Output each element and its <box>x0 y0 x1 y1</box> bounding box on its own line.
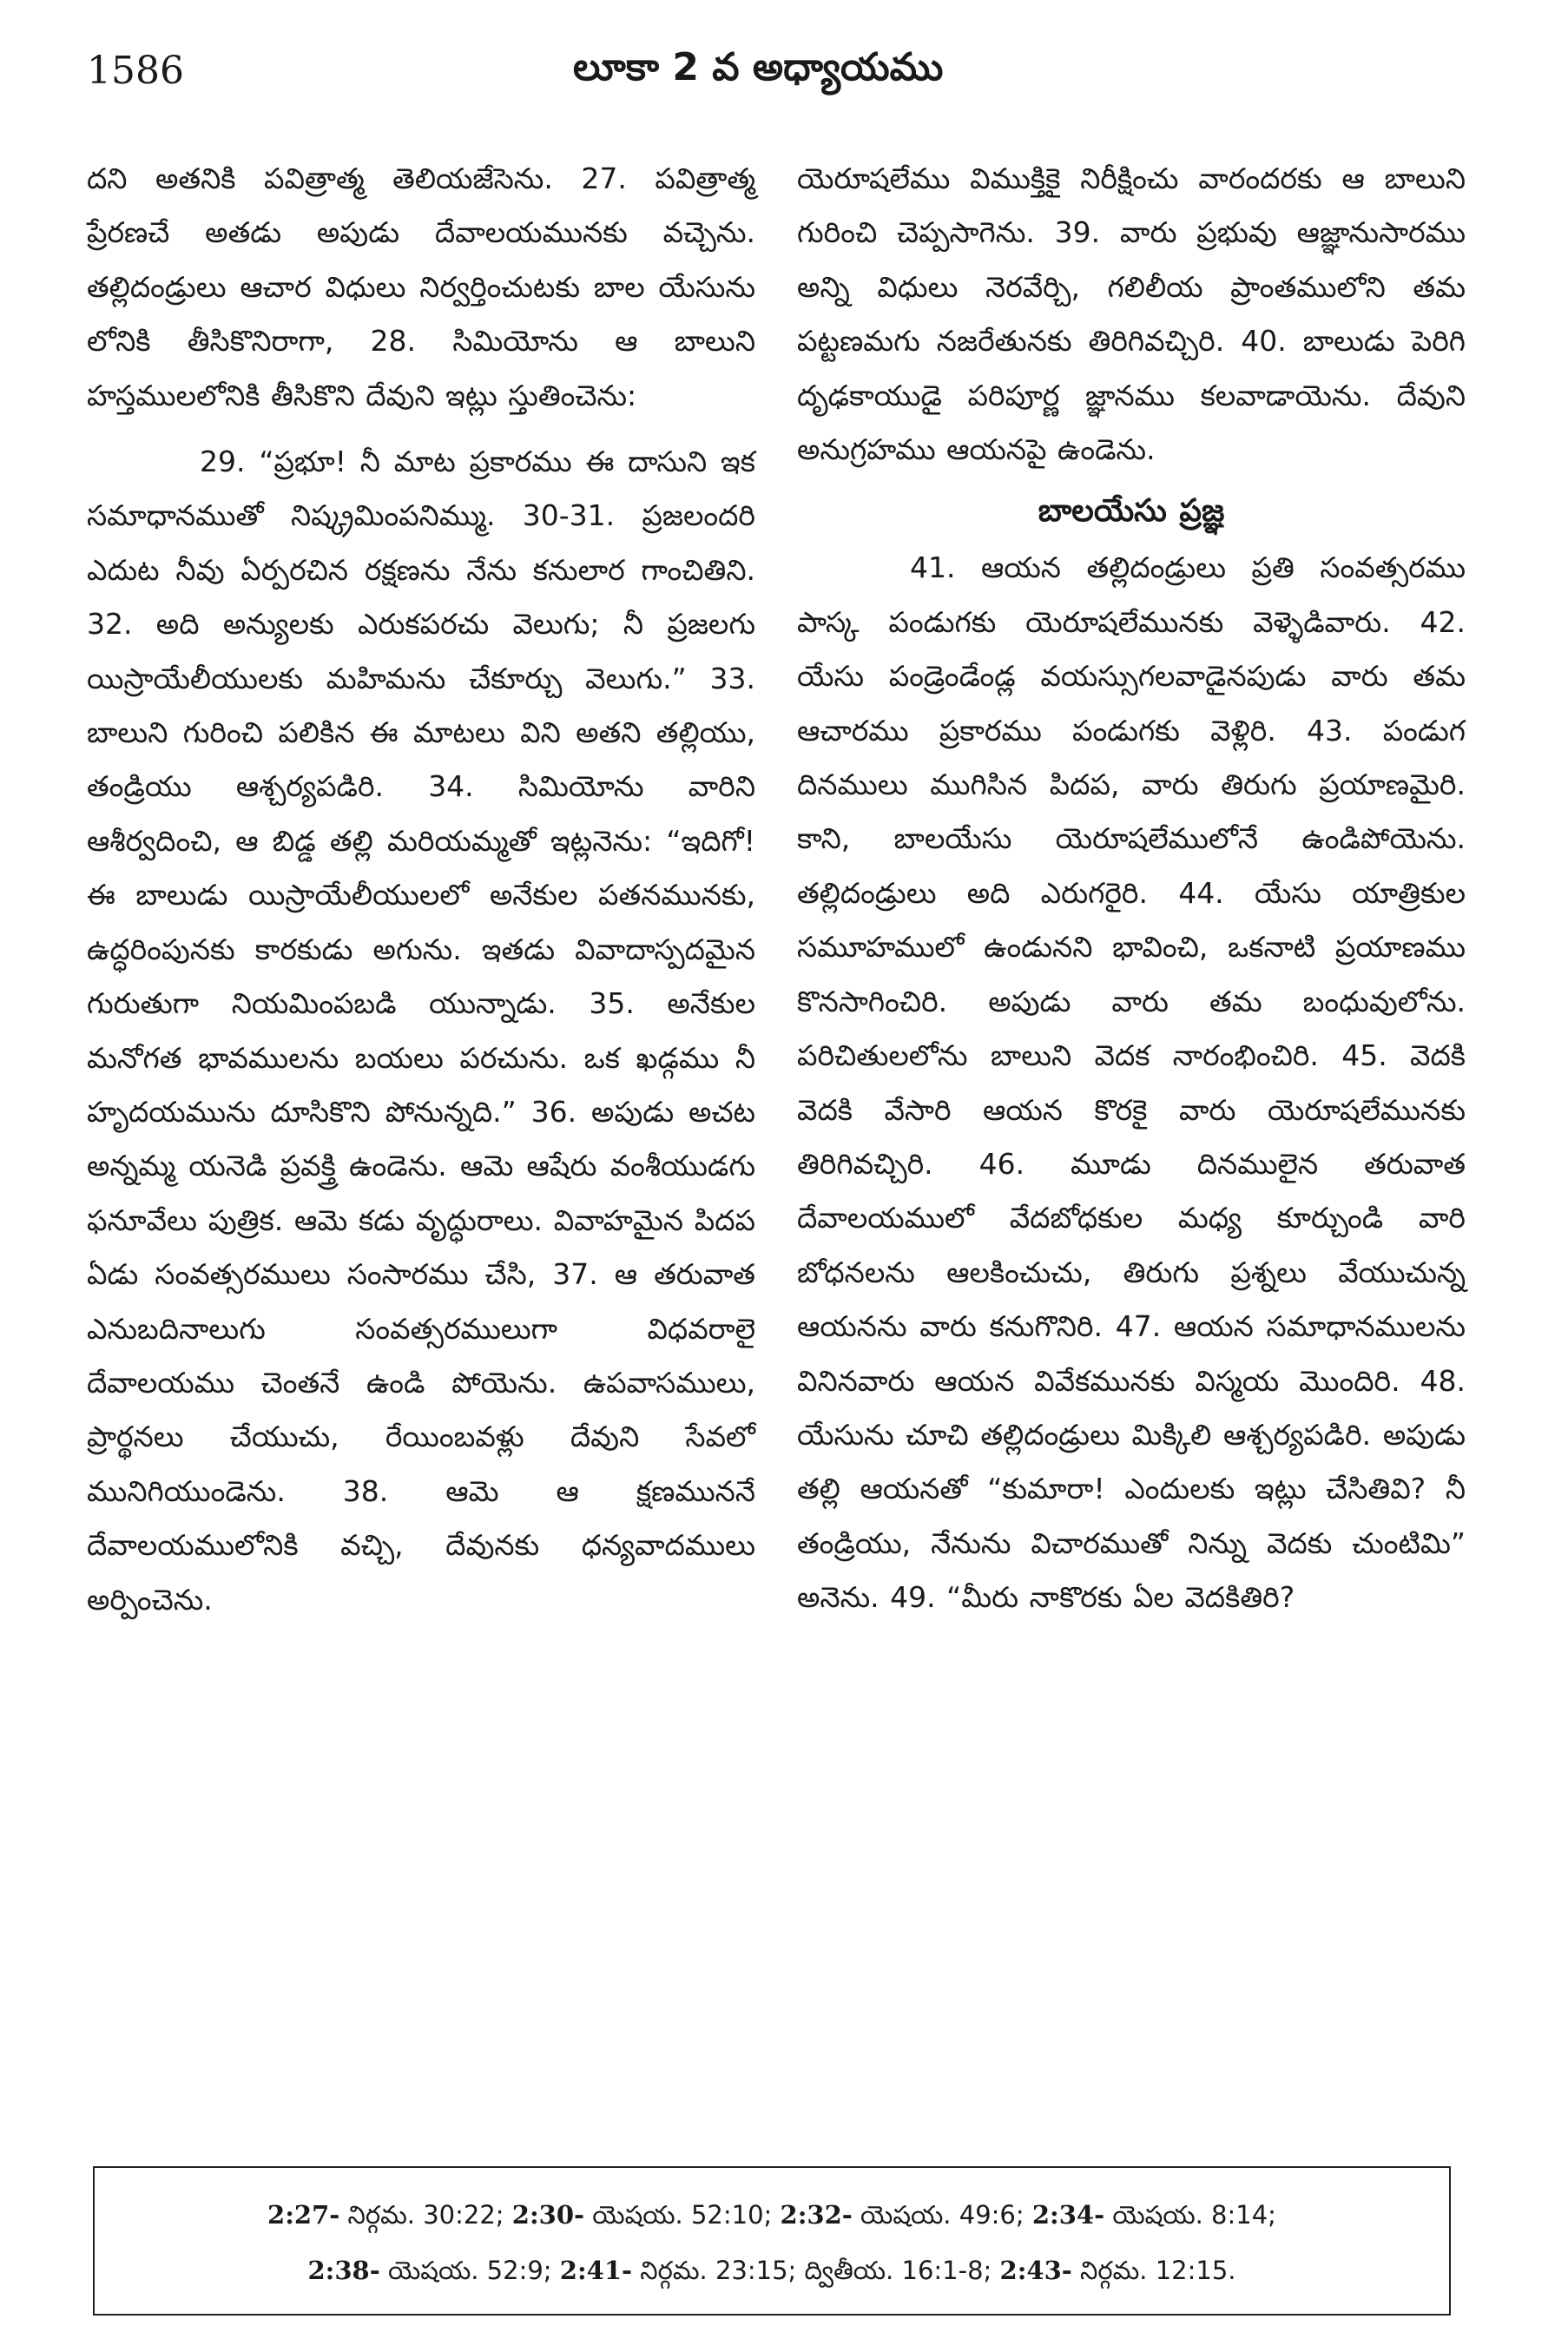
reference-text: యెషయ. 8:14; <box>1104 2200 1276 2230</box>
page-number: 1586 <box>87 49 184 93</box>
running-head-title: లూకా 2 వ అధ్యాయము <box>573 45 944 89</box>
reference-label: 2:30- <box>511 2200 585 2230</box>
reference-label: 2:43- <box>999 2256 1072 2285</box>
paragraph: దని అతనికి పవిత్రాత్మ తెలియజేసెను. 27. పవిత్రాత్మ ప్రేరణచే అతడు అపుడు దేవాలయమునకు వచ్చెను. తల్లిదండ్రులు ఆచార విధులు నిర్వర్తించుటకు బాల యేసును లోనికి తీసికొనిరాగా, 28. సిమియోను ఆ బాలుని హస్తములలోనికి తీసికొని దేవుని ఇట్లు స్తుతించెను: <box>87 161 755 412</box>
cross-reference-line <box>95 2243 1449 2298</box>
left-column <box>87 152 755 1627</box>
section-heading: బాలయేసు ప్రజ్ఞ <box>1038 493 1225 530</box>
cross-reference-line <box>95 2187 1449 2243</box>
reference-text: యెషయ. 49:6; <box>852 2200 1032 2230</box>
reference-text: నిర్గమ. 12:15. <box>1071 2256 1236 2285</box>
cross-reference-box <box>93 2166 1451 2316</box>
right-column <box>797 152 1466 1625</box>
reference-label: 2:41- <box>559 2256 633 2285</box>
reference-text: నిర్గమ. 30:22; <box>339 2200 512 2230</box>
reference-label: 2:32- <box>780 2200 853 2230</box>
reference-label: 2:34- <box>1031 2200 1105 2230</box>
reference-label: 2:38- <box>307 2256 380 2285</box>
reference-text: యెషయ. 52:10; <box>584 2200 781 2230</box>
paragraph: 41. ఆయన తల్లిదండ్రులు ప్రతి సంవత్సరము పాస్క పండుగకు యెరూషలేమునకు వెళ్ళెడివారు. 42. యేసు పండ్రెండేండ్ల వయస్సుగలవాడైనపుడు వారు తమ ఆచారము ప్రకారము పండుగకు వెళ్లిరి. 43. పండుగ దినములు ముగిసిన పిదప, వారు తిరుగు ప్రయాణమైరి. కాని, బాలయేసు యెరూషలేములోనే ఉండిపోయెను. తల్లిదండ్రులు అది ఎరుగరైరి. 44. యేసు యాత్రికుల సమూహములో ఉండునని భావించి, ఒకనాటి ప్రయాణము కొనసాగించిరి. అపుడు వారు తమ బంధువులోను. పరిచితులలోను బాలుని వెదక నారంభించిరి. 45. వెదకి వెదకి వేసారి ఆయన కొరకై వారు యెరూషలేమునకు తిరిగివచ్చిరి. 46. మూడు దినములైన తరువాత దేవాలయములో వేదబోధకుల మధ్య కూర్చుండి వారి బోధనలను ఆలకించుచు, తిరుగు ప్రశ్నలు వేయుచున్న ఆయనను వారు కనుగొనిరి. 47. ఆయన సమాధానములను వినినవారు ఆయన వివేకమునకు విస్మయ మొందిరి. 48. యేసును చూచి తల్లిదండ్రులు మిక్కిలి ఆశ్చర్యపడిరి. అపుడు తల్లి ఆయనతో “కుమారా! ఎందులకు ఇట్లు చేసితివి? నీ తండ్రియు, నేనును విచారముతో నిన్ను వెదకు చుంటిమి” అనెను. 49. “మీరు నాకొరకు ఏల వెదకితిరి? <box>797 550 1466 1615</box>
reference-text: నిర్గమ. 23:15; ద్వితీయ. 16:1-8; <box>632 2256 1000 2285</box>
reference-text: యెషయ. 52:9; <box>379 2256 560 2285</box>
reference-label: 2:27- <box>267 2200 340 2230</box>
paragraph: యెరూషలేము విముక్తికై నిరీక్షించు వారందరకు ఆ బాలుని గురించి చెప్పసాగెను. 39. వారు ప్రభువు ఆజ్ఞానుసారము అన్ని విధులు నెరవేర్చి, గలిలీయ ప్రాంతములోని తమ పట్టణమగు నజరేతునకు తిరిగివచ్చిరి. 40. బాలుడు పెరిగి దృఢకాయుడై పరిపూర్ణ జ్ఞానము కలవాడాయెను. దేవుని అనుగ్రహము ఆయనపై ఉండెను. <box>797 161 1466 467</box>
paragraph: 29. “ప్రభూ! నీ మాట ప్రకారము ఈ దాసుని ఇక సమాధానముతో నిష్క్రమింపనిమ్ము. 30-31. ప్రజలందరి ఎదుట నీవు ఏర్పరచిన రక్షణను నేను కనులార గాంచితిని. 32. అది అన్యులకు ఎరుకపరచు వెలుగు; నీ ప్రజలగు యిస్రాయేలీయులకు మహిమను చేకూర్చు వెలుగు.” 33. బాలుని గురించి పలికిన ఈ మాటలు విని అతని తల్లియు, తండ్రియు ఆశ్చర్యపడిరి. 34. సిమియోను వారిని ఆశీర్వదించి, ఆ బిడ్డ తల్లి మరియమ్మతో ఇట్లనెను: “ఇదిగో! ఈ బాలుడు యిస్రాయేలీయులలో అనేకుల పతనమునకు, ఉద్ధరింపునకు కారకుడు అగును. ఇతడు వివాదాస్పదమైన గురుతుగా నియమింపబడి యున్నాడు. 35. అనేకుల మనోగత భావములను బయలు పరచును. ఒక ఖడ్గము నీ హృదయమును దూసికొని పోనున్నది.” 36. అపుడు అచట అన్నమ్మ యనెడి ప్రవక్త్రి ఉండెను. ఆమె ఆషేరు వంశీయుడగు ఫనూవేలు పుత్రిక. ఆమె కడు వృద్ధురాలు. వివాహమైన పిదప ఏడు సంవత్సరములు సంసారము చేసి, 37. ఆ తరువాత ఎనుబదినాలుగు సంవత్సరములుగా విధవరాలై దేవాలయము చెంతనే ఉండి పోయెను. ఉపవాసములు, ప్రార్థనలు చేయుచు, రేయింబవళ్లు దేవుని సేవలో మునిగియుండెను. 38. ఆమె ఆ క్షణముననే దేవాలయములోనికి వచ్చి, దేవునకు ధన్యవాదములు అర్పించెను. <box>87 445 755 1617</box>
